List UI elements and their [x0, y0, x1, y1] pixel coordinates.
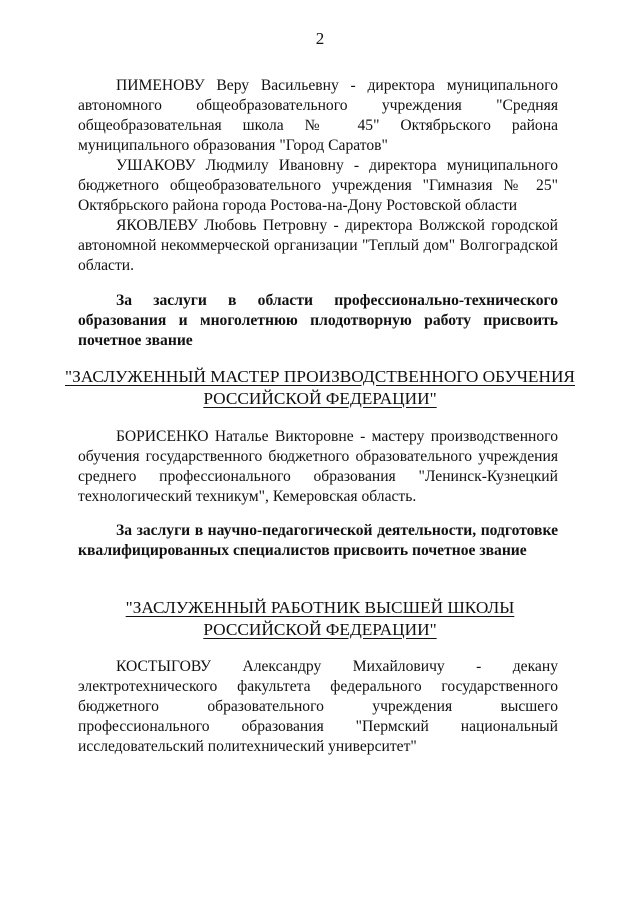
recipient-paragraph: КОСТЫГОВУ Александру Михайловичу - декану электротехнического факультета федерального государственного бюджетного образовательного учреждения высшего профессионального образования "Пермский национальный исследовательский политехнический университет" — [78, 658, 558, 755]
decree-paragraph: За заслуги в области профессионально-технического образования и многолетнюю плодотворную работу присвоить почетное звание — [78, 292, 558, 349]
decree-paragraph: За заслуги в научно-педагогической деятельности, подготовке квалифицированных специалистов присвоить почетное звание — [78, 522, 558, 559]
decree-text-2 — [78, 521, 558, 561]
honorary-title-line: РОССИЙСКОЙ ФЕДЕРАЦИИ" — [203, 620, 437, 639]
award-list — [78, 76, 558, 276]
honorary-title-1 — [60, 366, 580, 410]
honorary-title-line: РОССИЙСКОЙ ФЕДЕРАЦИИ" — [203, 389, 437, 408]
award-paragraph: ЯКОВЛЕВУ Любовь Петровну - директора Волжской городской автономной некоммерческой организации "Теплый дом" Волгоградской области. — [78, 217, 558, 274]
award-paragraph: УШАКОВУ Людмилу Ивановну - директора муниципального бюджетного общеобразовательного учреждения "Гимназия № 25" Октябрьского района города Ростова-на-Дону Ростовской области — [78, 157, 558, 214]
honorary-title-2 — [60, 597, 580, 641]
decree-text-1 — [78, 291, 558, 351]
page-number: 2 — [315, 29, 325, 48]
recipient-paragraph: БОРИСЕНКО Наталье Викторовне - мастеру производственного обучения государственного бюджетного образовательного учреждения среднего профессионального образования "Ленинск-Кузнецкий технологический техникум", Кемеровская область. — [78, 428, 558, 505]
recipient-1 — [78, 427, 558, 507]
honorary-title-line: "ЗАСЛУЖЕННЫЙ РАБОТНИК ВЫСШЕЙ ШКОЛЫ — [125, 598, 515, 617]
award-paragraph: ПИМЕНОВУ Веру Васильевну - директора муниципального автономного общеобразовательного учреждения "Средняя общеобразовательная школа № 45" Октябрьского района муниципального образования "Город Саратов" — [78, 77, 558, 154]
recipient-2 — [78, 657, 558, 757]
honorary-title-line: "ЗАСЛУЖЕННЫЙ МАСТЕР ПРОИЗВОДСТВЕННОГО ОБУЧЕНИЯ — [65, 367, 575, 386]
